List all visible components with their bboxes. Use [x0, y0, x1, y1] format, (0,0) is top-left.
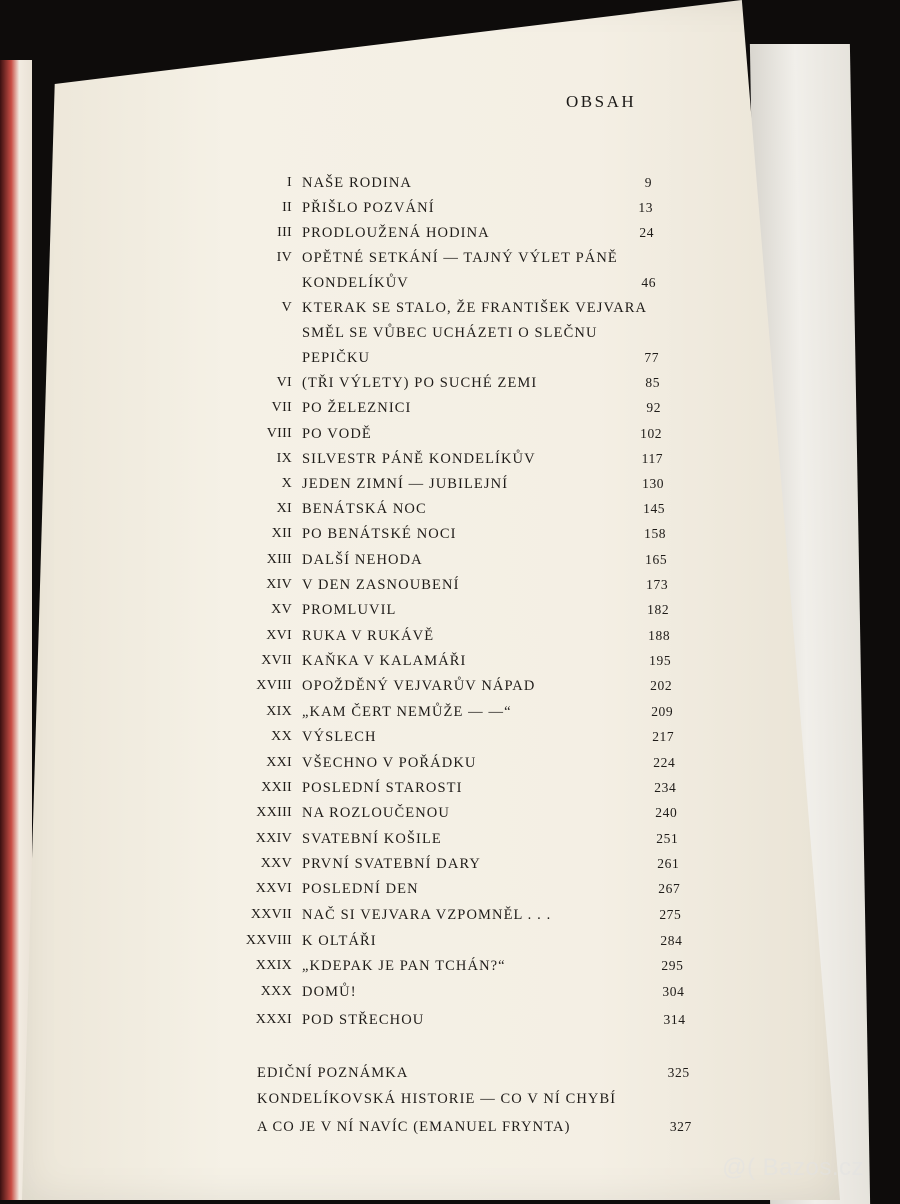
chapter-title: SVATEBNÍ KOŠILE [302, 831, 442, 847]
page-number: 251 [656, 831, 679, 846]
page-number: 102 [640, 426, 663, 441]
page-number: 130 [642, 476, 665, 491]
page-number: 13 [638, 200, 654, 215]
chapter-number: II [282, 200, 292, 215]
chapter-number: XV [271, 602, 292, 617]
chapter-number: V [281, 300, 292, 315]
page-number: 267 [658, 881, 681, 896]
chapter-title: OPĚTNÉ SETKÁNÍ — TAJNÝ VÝLET PÁNĚ [302, 250, 618, 266]
chapter-number: VII [271, 400, 292, 415]
chapter-number: XXI [266, 755, 292, 770]
chapter-title: PROMLUVIL [302, 602, 397, 618]
page-number: 92 [646, 400, 662, 415]
chapter-title: KTERAK SE STALO, ŽE FRANTIŠEK VEJVARA [302, 300, 648, 316]
page-number: 77 [644, 350, 660, 365]
chapter-title: VÝSLECH [302, 729, 377, 745]
page-number: 240 [655, 805, 678, 820]
page-number: 165 [645, 552, 668, 567]
chapter-title: PO VODĚ [302, 426, 372, 442]
chapter-number: XXX [260, 984, 292, 999]
chapter-title: PRODLOUŽENÁ HODINA [302, 225, 490, 241]
page-number: 173 [646, 577, 669, 592]
page-number: 275 [659, 907, 682, 922]
chapter-title: OPOŽDĚNÝ VEJVARŮV NÁPAD [302, 678, 536, 694]
chapter-title: PŘIŠLO POZVÁNÍ [302, 200, 435, 216]
chapter-title: NAČ SI VEJVARA VZPOMNĚL . . . [302, 907, 552, 923]
chapter-title: (TŘI VÝLETY) PO SUCHÉ ZEMI [302, 375, 538, 391]
chapter-title: POD STŘECHOU [302, 1012, 425, 1028]
chapter-title: SILVESTR PÁNĚ KONDELÍKŮV [302, 451, 536, 467]
chapter-number: XII [271, 526, 292, 541]
chapter-title: „KAM ČERT NEMŮŽE — —“ [302, 704, 512, 720]
appendix-title-continued: A CO JE V NÍ NAVÍC (EMANUEL FRYNTA) [257, 1119, 571, 1135]
page-number: 202 [650, 678, 673, 693]
chapter-number: VI [276, 375, 292, 390]
chapter-title: DALŠÍ NEHODA [302, 552, 423, 568]
page-number: 117 [641, 451, 664, 466]
page-number: 209 [651, 704, 674, 719]
page-number: 195 [649, 653, 672, 668]
chapter-title: JEDEN ZIMNÍ — JUBILEJNÍ [302, 476, 509, 492]
page-number: 158 [644, 526, 667, 541]
chapter-title: V DEN ZASNOUBENÍ [302, 577, 460, 593]
page-number: 182 [647, 602, 670, 617]
page-number: 314 [663, 1012, 686, 1027]
chapter-title: DOMŮ! [302, 984, 357, 1000]
page-number: 188 [648, 628, 671, 643]
chapter-number: XXII [261, 780, 292, 795]
chapter-number: XI [276, 501, 292, 516]
chapter-title: KAŇKA V KALAMÁŘI [302, 653, 467, 669]
page-number: 327 [669, 1119, 692, 1134]
chapter-number: XXIX [255, 958, 292, 973]
watermark: @( Bazos.cz [722, 1154, 864, 1181]
chapter-number: XIV [266, 577, 292, 592]
appendix-title: KONDELÍKOVSKÁ HISTORIE — CO V NÍ CHYBÍ [257, 1091, 617, 1107]
page-number: 284 [660, 933, 683, 948]
chapter-number: III [277, 225, 292, 240]
chapter-number: XXV [260, 856, 292, 871]
page-number: 304 [662, 984, 685, 999]
chapter-title: VŠECHNO V POŘÁDKU [302, 755, 477, 771]
chapter-title-continued: PEPIČKU [302, 350, 371, 366]
page-number: 85 [645, 375, 661, 390]
chapter-number: VIII [266, 426, 292, 441]
chapter-number: XIX [266, 704, 292, 719]
page-number: 145 [643, 501, 666, 516]
page-number: 24 [639, 225, 655, 240]
chapter-number: XIII [266, 552, 292, 567]
chapter-number: XVIII [256, 678, 292, 693]
chapter-number: XXIII [256, 805, 292, 820]
chapter-title: NA ROZLOUČENOU [302, 805, 450, 821]
page-number: 9 [644, 175, 653, 190]
chapter-number: IX [276, 451, 292, 466]
page-number: 217 [652, 729, 675, 744]
appendix-title: EDIČNÍ POZNÁMKA [257, 1065, 409, 1081]
chapter-number: XXVI [255, 881, 292, 896]
chapter-number: XXXI [255, 1012, 292, 1027]
page-number: 261 [657, 856, 680, 871]
page-title: OBSAH [566, 92, 637, 111]
chapter-title-continued: SMĚL SE VŮBEC UCHÁZETI O SLEČNU [302, 325, 598, 341]
page-number: 224 [653, 755, 676, 770]
chapter-title: POSLEDNÍ STAROSTI [302, 780, 463, 796]
chapter-title: NAŠE RODINA [302, 175, 412, 191]
chapter-number: X [281, 476, 292, 491]
page-number: 46 [641, 275, 657, 290]
chapter-title: „KDEPAK JE PAN TCHÁN?“ [302, 958, 506, 974]
chapter-title: RUKA V RUKÁVĚ [302, 628, 435, 644]
chapter-title: PO BENÁTSKÉ NOCI [302, 526, 457, 542]
chapter-number: XX [271, 729, 292, 744]
chapter-title: PRVNÍ SVATEBNÍ DARY [302, 856, 481, 872]
chapter-number: I [287, 175, 292, 190]
chapter-number: XXVIII [245, 933, 292, 948]
chapter-number: XXIV [255, 831, 292, 846]
page-number: 295 [661, 958, 684, 973]
chapter-title: BENÁTSKÁ NOC [302, 501, 427, 517]
chapter-number: XXVII [250, 907, 292, 922]
chapter-title-continued: KONDELÍKŮV [302, 275, 409, 291]
page-number: 234 [654, 780, 677, 795]
chapter-number: IV [276, 250, 292, 265]
chapter-title: K OLTÁŘI [302, 933, 377, 949]
chapter-title: POSLEDNÍ DEN [302, 881, 419, 897]
chapter-number: XVI [266, 628, 292, 643]
page-number: 325 [667, 1065, 690, 1080]
chapter-number: XVII [261, 653, 292, 668]
chapter-title: PO ŽELEZNICI [302, 400, 412, 416]
